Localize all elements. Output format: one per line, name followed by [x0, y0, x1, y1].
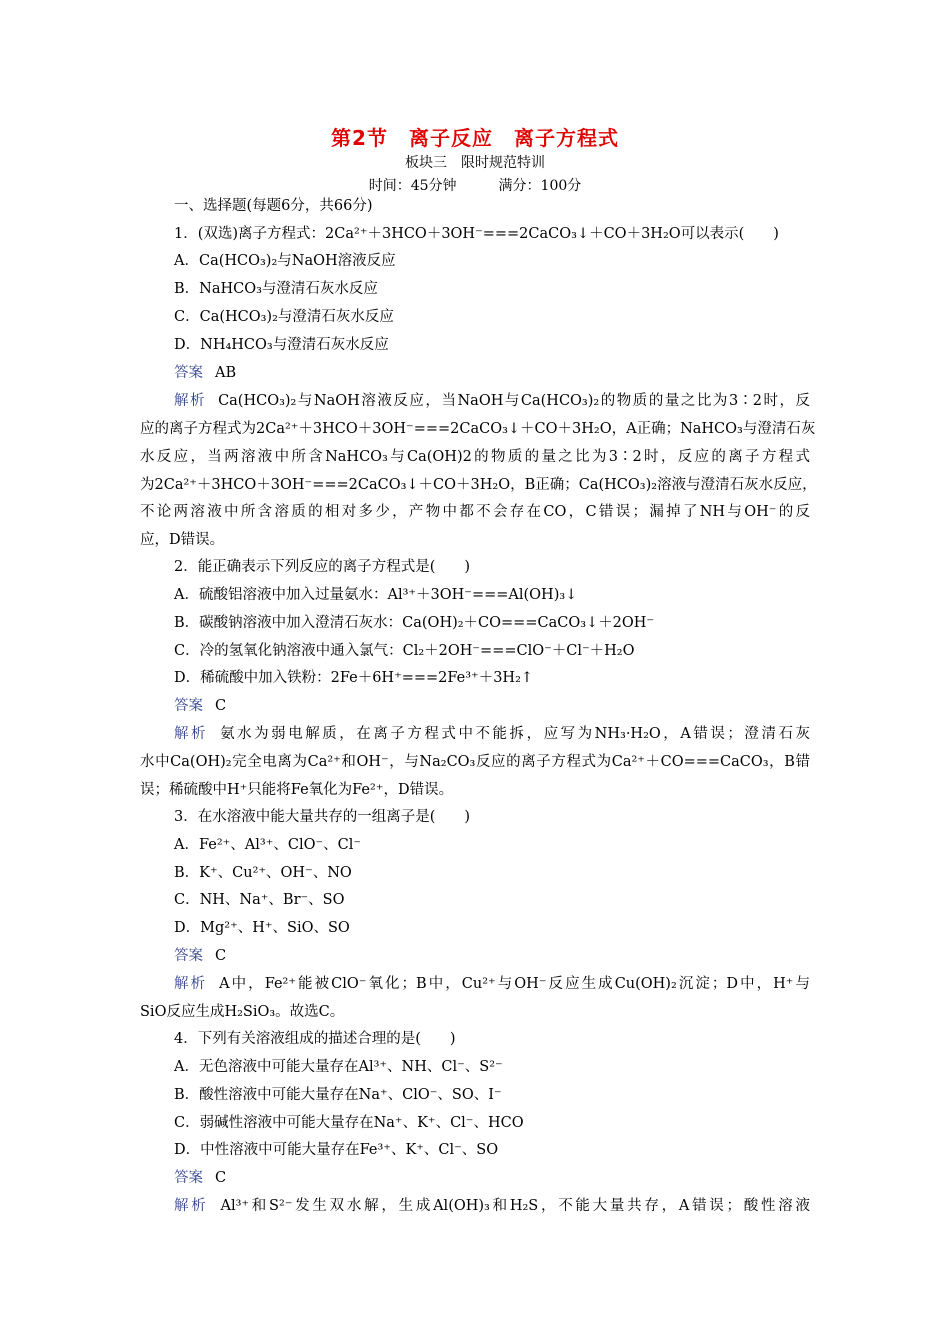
q2-stem: 2．能正确表示下列反应的离子方程式是( )	[174, 559, 471, 575]
q2-analysis-text-1: 氨水为弱电解质，在离子方程式中不能拆，应写为NH₃·H₂O，A错误；澄清石灰	[220, 726, 810, 742]
q1-stem: 1．(双选)离子方程式：2Ca²⁺＋3HCO＋3OH⁻===2CaCO₃↓＋CO＋3H₂O可以表示( )	[174, 226, 779, 242]
q4-analysis-line-1	[174, 1196, 810, 1216]
analysis-label: 解析	[174, 976, 208, 992]
q2-option-d: D．稀硫酸中加入铁粉：2Fe＋6H⁺===2Fe³⁺＋3H₂↑	[174, 670, 534, 686]
section-heading: 一、选择题(每题6分，共66分)	[174, 198, 373, 214]
q2-analysis-line-3: 误；稀硫酸中H⁺只能将Fe氧化为Fe²⁺，D错误。	[140, 782, 454, 798]
q4-option-b: B．酸性溶液中可能大量存在Na⁺、ClO⁻、SO、I⁻	[174, 1087, 502, 1103]
q1-option-d: D．NH₄HCO₃与澄清石灰水反应	[174, 337, 389, 353]
q1-analysis-line-5: 不论两溶液中所含溶质的相对多少，产物中都不会存在CO，C错误；漏掉了NH与OH⁻的反	[140, 504, 810, 520]
q3-analysis-line-2: SiO反应生成H₂SiO₃。故选C。	[140, 1004, 345, 1020]
q2-option-b: B．碳酸钠溶液中加入澄清石灰水：Ca(OH)₂＋CO===CaCO₃↓＋2OH⁻	[174, 615, 655, 631]
q4-analysis-text-1: Al³⁺和S²⁻发生双水解，生成Al(OH)₃和H₂S，不能大量共存，A错误；酸性溶液	[220, 1198, 811, 1214]
q1-answer	[174, 363, 236, 383]
q1-option-a: A．Ca(HCO₃)₂与NaOH溶液反应	[174, 253, 396, 269]
q1-option-c: C．Ca(HCO₃)₂与澄清石灰水反应	[174, 309, 394, 325]
q4-answer	[174, 1168, 226, 1188]
subtitle: 板块三 限时规范特训	[405, 155, 545, 171]
q3-stem: 3．在水溶液中能大量共存的一组离子是( )	[174, 809, 471, 825]
q1-analysis-line-3: 水反应，当两溶液中所含NaHCO₃与Ca(OH)2的物质的量之比为3∶2时，反应的离子方程式	[140, 449, 810, 465]
q1-analysis-line-4: 为2Ca²⁺＋3HCO＋3OH⁻===2CaCO₃↓＋CO＋3H₂O，B正确；Ca(HCO₃)₂溶液与澄清石灰水反应，	[140, 477, 817, 493]
q3-analysis-text-1: A中，Fe²⁺能被ClO⁻氧化；B中，Cu²⁺与OH⁻反应生成Cu(OH)₂沉淀；D中，H⁺与	[219, 976, 810, 992]
q1-analysis-line-2: 应的离子方程式为2Ca²⁺＋3HCO＋3OH⁻===2CaCO₃↓＋CO＋3H₂O，A正确；NaHCO₃与澄清石灰	[140, 421, 816, 437]
answer-label: 答案	[174, 1170, 203, 1186]
q2-option-a: A．硫酸铝溶液中加入过量氨水：Al³⁺＋3OH⁻===Al(OH)₃↓	[174, 587, 578, 603]
q4-option-d: D．中性溶液中可能大量存在Fe³⁺、K⁺、Cl⁻、SO	[174, 1142, 499, 1158]
q1-option-b: B．NaHCO₃与澄清石灰水反应	[174, 281, 378, 297]
q1-analysis-line-6: 应，D错误。	[140, 532, 225, 548]
answer-label: 答案	[174, 948, 203, 964]
page-title: 第2节 离子反应 离子方程式	[331, 126, 619, 150]
answer-label: 答案	[174, 365, 203, 381]
q2-answer	[174, 696, 226, 716]
q4-answer-value: C	[215, 1170, 227, 1186]
q3-option-b: B．K⁺、Cu²⁺、OH⁻、NO	[174, 865, 352, 881]
q2-option-c: C．冷的氢氧化钠溶液中通入氯气：Cl₂＋2OH⁻===ClO⁻＋Cl⁻＋H₂O	[174, 643, 635, 659]
q1-answer-value: AB	[215, 365, 237, 381]
time-score-info: 时间：45分钟 满分：100分	[368, 178, 582, 194]
q1-analysis-text-1: Ca(HCO₃)₂与NaOH溶液反应，当NaOH与Ca(HCO₃)₂的物质的量之比为3∶2时，反	[218, 393, 810, 409]
q4-option-a: A．无色溶液中可能大量存在Al³⁺、NH、Cl⁻、S²⁻	[174, 1059, 503, 1075]
q3-analysis-line-1	[174, 974, 810, 994]
q2-analysis-line-1	[174, 724, 810, 744]
answer-label: 答案	[174, 698, 203, 714]
q2-answer-value: C	[215, 698, 227, 714]
q3-option-a: A．Fe²⁺、Al³⁺、ClO⁻、Cl⁻	[174, 837, 362, 853]
analysis-label: 解析	[174, 1198, 209, 1214]
q3-option-d: D．Mg²⁺、H⁺、SiO、SO	[174, 920, 350, 936]
q4-stem: 4．下列有关溶液组成的描述合理的是( )	[174, 1031, 456, 1047]
q2-analysis-line-2: 水中Ca(OH)₂完全电离为Ca²⁺和OH⁻，与Na₂CO₃反应的离子方程式为Ca²⁺＋CO===CaCO₃，B错	[140, 754, 810, 770]
q3-answer	[174, 946, 226, 966]
q3-answer-value: C	[215, 948, 227, 964]
q3-option-c: C．NH、Na⁺、Br⁻、SO	[174, 892, 345, 908]
analysis-label: 解析	[174, 726, 209, 742]
q1-analysis-line-1	[174, 391, 810, 411]
q4-option-c: C．弱碱性溶液中可能大量存在Na⁺、K⁺、Cl⁻、HCO	[174, 1115, 524, 1131]
analysis-label: 解析	[174, 393, 207, 409]
